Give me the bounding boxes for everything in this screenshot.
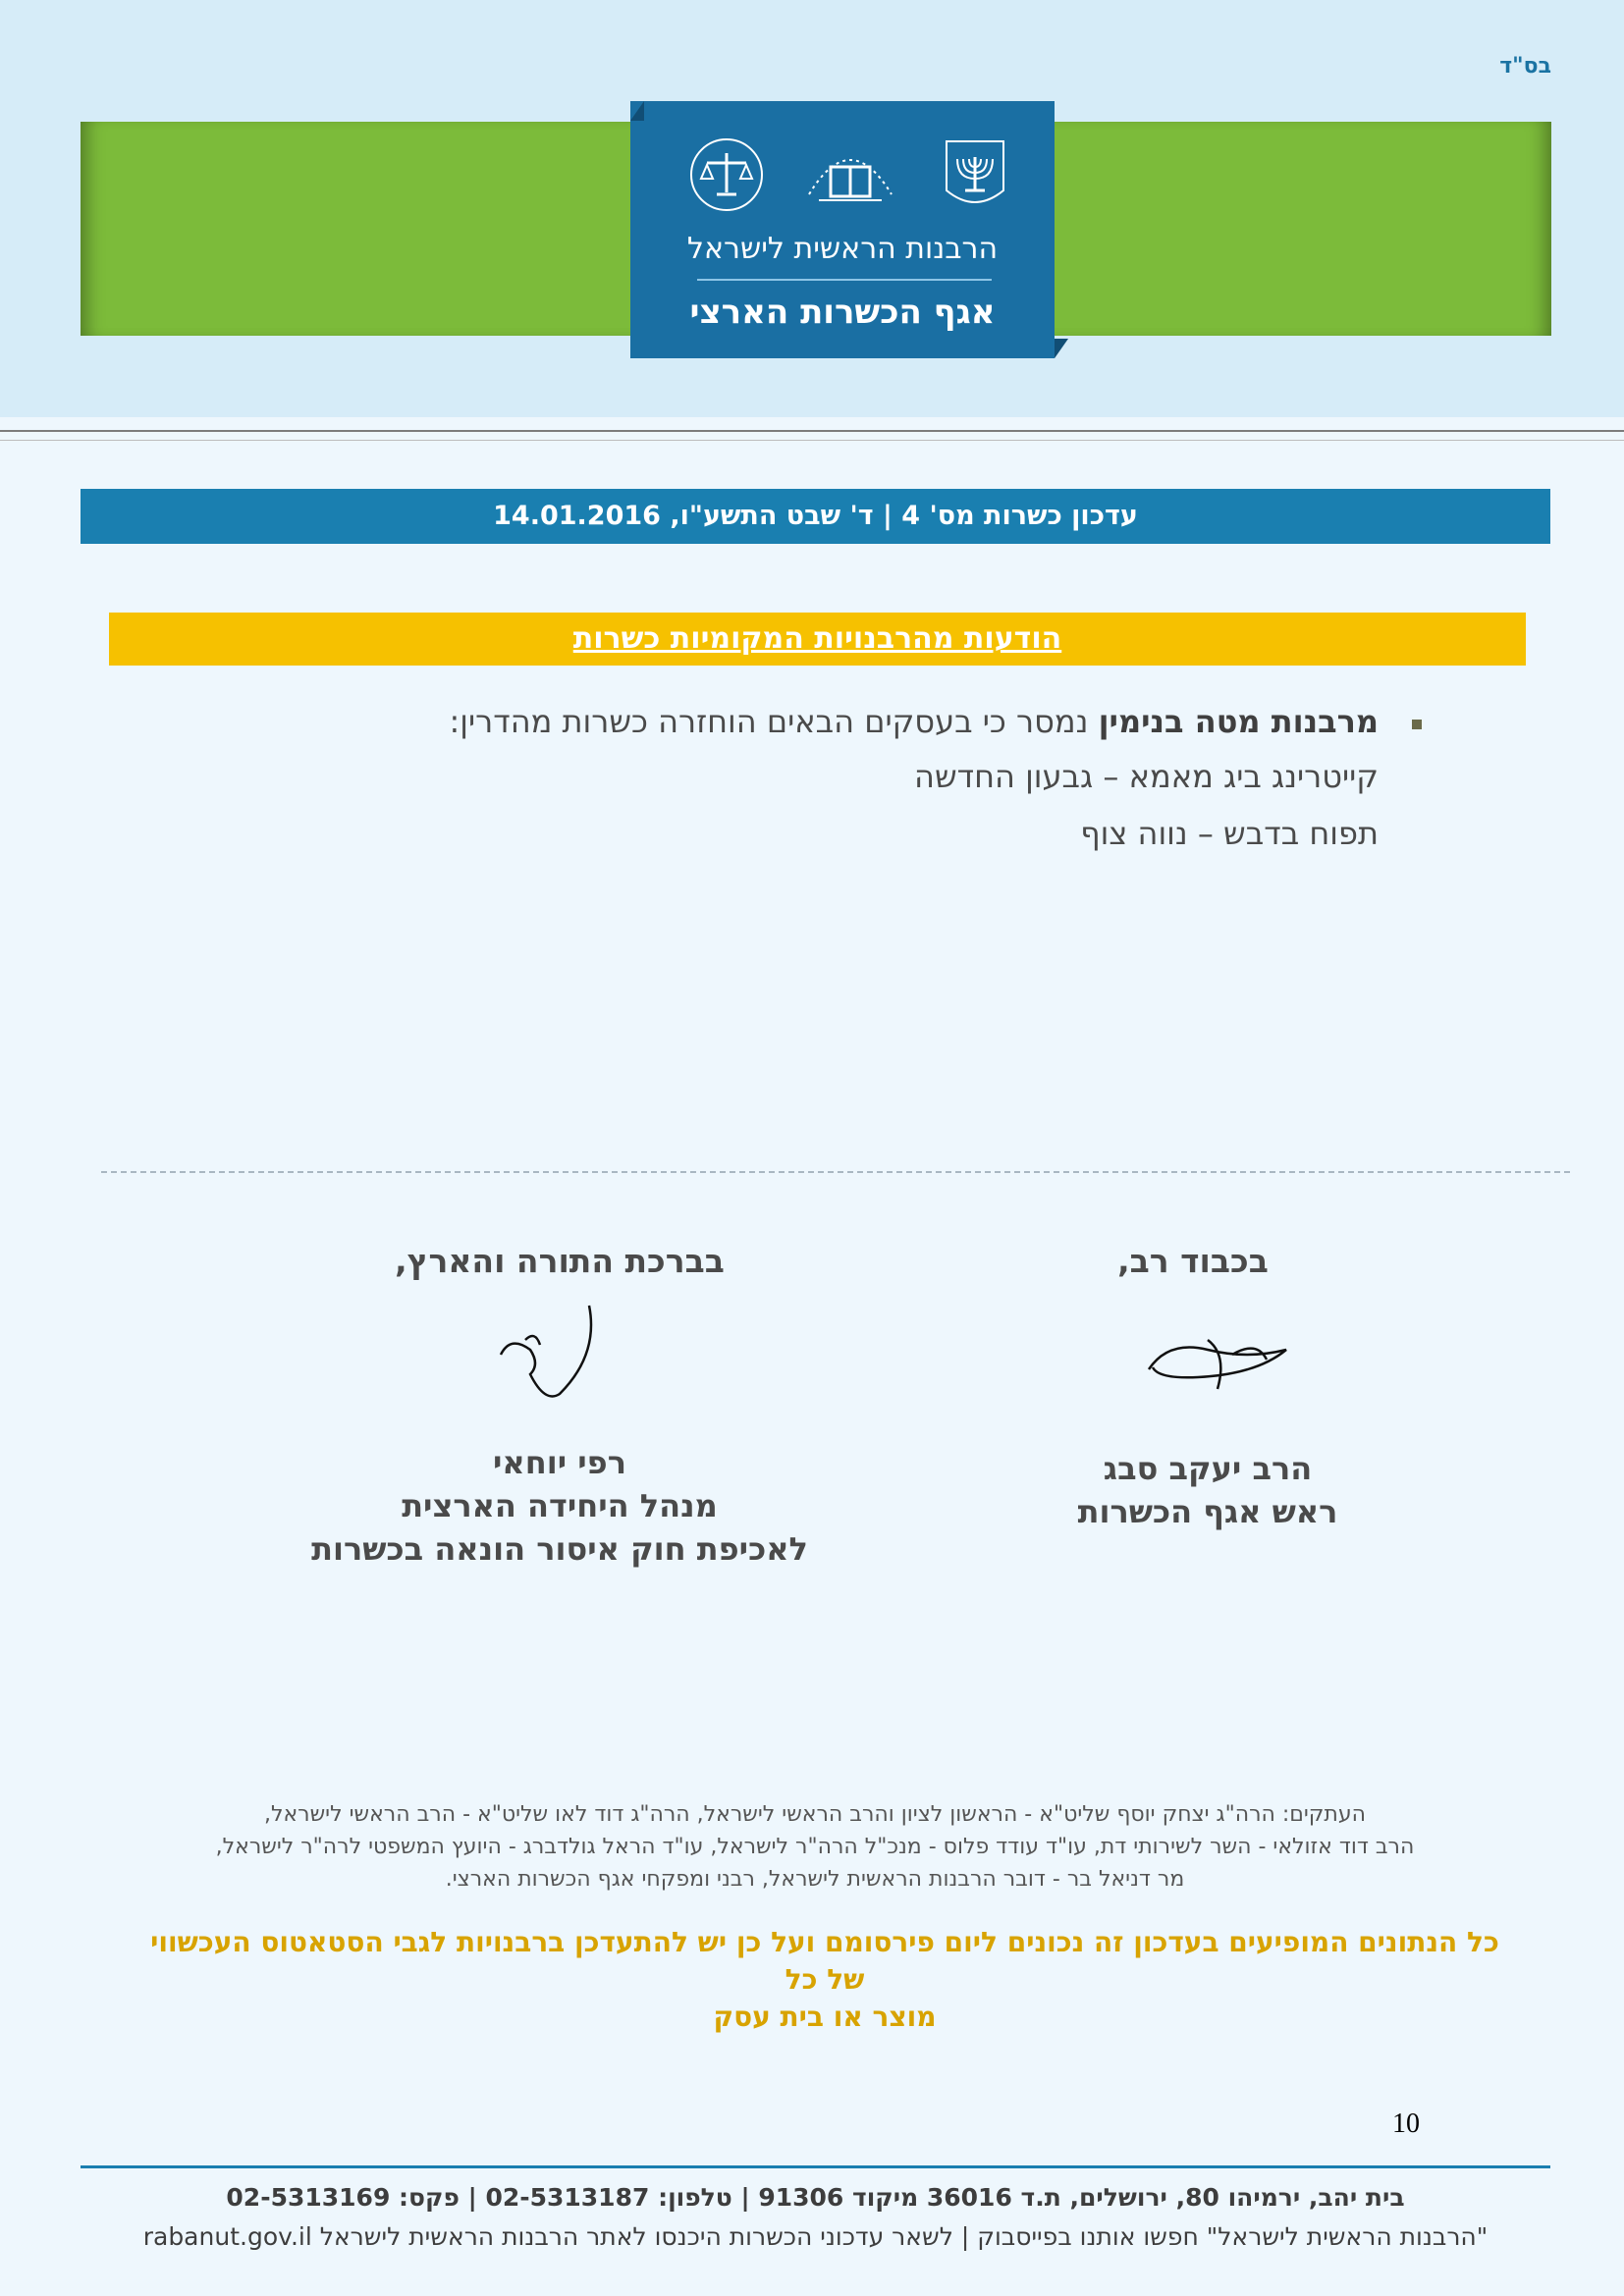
business-item-1: קייטרינג ביג מאמא – גבעון החדשה [914, 758, 1379, 795]
rabbinate-name: מרבנות מטה בנימין [1098, 703, 1379, 740]
right-greeting: בכבוד רב, [1117, 1242, 1269, 1280]
copies-line-3: מר דניאל בר - דובר הרבנות הראשית לישראל, רבני ומפקחי אגף הכשרות הארצי. [445, 1867, 1185, 1892]
left-signatory-role-1: מנהל היחידה הארצית [402, 1487, 718, 1524]
org-name: הרבנות הראשית לישראל [686, 232, 999, 266]
footer-website: "הרבנות הראשית לישראל" חפשו אותנו בפייסבוק | לשאר עדכוני הכשרות היכנסו לאתר הרבנות הראשית לישראל rabanut.gov.il [142, 2222, 1489, 2251]
right-signatory [1041, 1447, 1375, 1533]
disclaimer-line-1: כל הנתונים המופיעים בעדכון זה נכונים ליום פירסומם ועל כן יש להתעדכן ברבנויות לגבי הסטאטוס העכשווי של כל [150, 1926, 1499, 1996]
update-title-bar: עדכון כשרות מס' 4 | ד' שבט התשע"ו, 14.01.2016 [81, 489, 1550, 544]
scales-emblem-icon [687, 135, 766, 214]
page-number: 10 [1392, 2109, 1420, 2139]
bsd-mark: בס"ד [1499, 54, 1551, 79]
copies-list [137, 1798, 1492, 1896]
left-signatory [265, 1441, 854, 1571]
notice-heading-bar: הודעות מהרבנויות המקומיות כשרות [109, 613, 1526, 666]
copies-line-1: העתקים: הרה"ג יצחק יוסף שליט"א - הראשון לציון והרב הראשי לישראל, הרה"ג דוד לאו שליט"א - הרב הראשי לישראל, [263, 1802, 1367, 1827]
left-signatory-role-2: לאכיפת חוק איסור הונאה בכשרות [311, 1530, 808, 1568]
logo-divider [697, 279, 992, 281]
left-signatory-name: רפי יוחאי [493, 1444, 626, 1481]
right-signature-icon [1139, 1320, 1296, 1399]
bullet-icon [1412, 720, 1422, 729]
header-separator [0, 430, 1624, 432]
disclaimer [128, 1924, 1522, 2036]
copies-line-2: הרב דוד אזולאי - השר לשירותי דת, עו"ד עודד פלוס - מנכ"ל הרה"ר לישראל, עו"ד הראל גולדברג - היועץ המשפטי לרה"ר לישראל, [215, 1835, 1415, 1859]
disclaimer-line-2: מוצר או בית עסק [713, 2001, 937, 2033]
rabbinate-emblem-icon [799, 135, 901, 214]
notice-line-1-text: נמסר כי בעסקים הבאים הוחזרה כשרות מהדרין: [449, 703, 1099, 740]
department-name: אגף הכשרות הארצי [689, 293, 996, 332]
menorah-emblem-icon [941, 135, 1009, 214]
left-greeting: בברכת התורה והארץ, [395, 1242, 725, 1280]
business-item-2: תפוח בדבש – נווה צוף [1080, 815, 1379, 852]
right-signatory-role: ראש אגף הכשרות [1077, 1493, 1338, 1530]
footer-address: בית יהב, ירמיהו 80, ירושלים, ת.ד 36016 מיקוד 91306 | טלפון: 02-5313187 | פקס: 02-5313169 [226, 2183, 1405, 2212]
flag-fold-top [630, 101, 644, 121]
right-signatory-name: הרב יעקב סבג [1103, 1450, 1313, 1487]
dashed-divider [101, 1171, 1570, 1173]
left-signature-icon [491, 1296, 609, 1414]
flag-fold-bottom [1055, 339, 1068, 358]
notice-line-1 [450, 703, 1379, 740]
header-separator-thin [0, 440, 1624, 441]
footer-rule [81, 2165, 1550, 2168]
